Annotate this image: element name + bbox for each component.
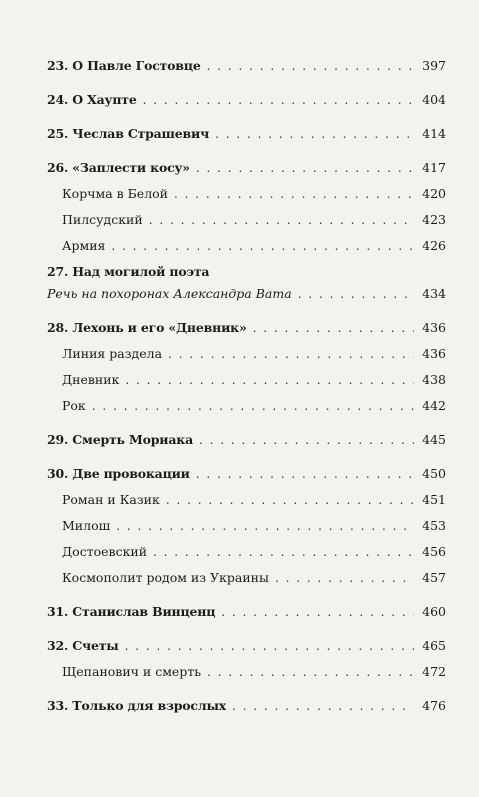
toc-entry-title: 31. Станислав Винценц [47, 604, 216, 619]
dot-leader [149, 212, 414, 228]
toc-entry-page: 404 [422, 92, 446, 107]
toc-subentry-title: Милош [62, 518, 111, 533]
toc-entry-title: 30. Две провокации [47, 466, 190, 481]
toc-subentry-title: Корчма в Белой [62, 186, 169, 201]
toc-entry-title: 33. Только для взрослых [47, 698, 227, 713]
toc-entry [47, 594, 446, 620]
dot-leader [111, 238, 414, 254]
toc-entry-title: 23. О Павле Гостовце [47, 58, 201, 73]
toc-subentry-page: 456 [422, 544, 446, 559]
toc-subentry-title: Щепанович и смерть [62, 664, 202, 679]
toc-entry-title: 25. Чеслав Страшевич [47, 126, 210, 141]
dot-leader [275, 570, 414, 586]
toc-subentry-page: 451 [422, 492, 446, 507]
toc-entry-subtitle: Речь на похоронах Александра Вата [47, 286, 292, 301]
dot-leader [143, 92, 414, 108]
toc-subentry-title: Космополит родом из Украины [62, 570, 269, 585]
toc-subentry [62, 362, 446, 388]
toc-subentry [62, 534, 446, 560]
toc-entry [47, 150, 446, 176]
toc-subentry [62, 228, 446, 254]
toc-subentry-page: 423 [422, 212, 446, 227]
toc-subentry [62, 654, 446, 680]
toc-subentry [62, 508, 446, 534]
dot-leader [125, 638, 414, 654]
dot-leader [168, 346, 414, 362]
dot-leader [221, 604, 414, 620]
toc-subentry-page: 436 [422, 346, 446, 361]
dot-leader [207, 664, 414, 680]
toc-entry-page: 450 [422, 466, 446, 481]
toc-subentry-page: 420 [422, 186, 446, 201]
toc-entry-title: 28. Лехонь и его «Дневник» [47, 320, 247, 335]
toc-subentry-title: Рок [62, 398, 86, 413]
toc-subentry-page: 453 [422, 518, 446, 533]
dot-leader [196, 160, 414, 176]
toc-entry [47, 48, 446, 74]
toc-entry-title: 26. «Заплести косу» [47, 160, 190, 175]
toc-entry [47, 628, 446, 654]
toc-subentry-title: Дневник [62, 372, 120, 387]
toc-subentry-title: Армия [62, 238, 106, 253]
toc-subentry-page: 472 [422, 664, 446, 679]
toc-subentry [62, 388, 446, 414]
toc-entry [47, 82, 446, 108]
dot-leader [253, 320, 414, 336]
dot-leader [116, 518, 414, 534]
toc-entry-title: 24. О Хаупте [47, 92, 137, 107]
toc-entry [47, 422, 446, 448]
toc-entry-page: 417 [422, 160, 446, 175]
toc-entry-page: 465 [422, 638, 446, 653]
dot-leader [232, 698, 414, 714]
toc-entry-page: 445 [422, 432, 446, 447]
dot-leader [153, 544, 414, 560]
table-of-contents [47, 48, 446, 714]
toc-entry-title: 27. Над могилой поэта [47, 264, 210, 279]
toc-entry [47, 310, 446, 336]
toc-subentry [62, 336, 446, 362]
toc-entry-title: 32. Счеты [47, 638, 119, 653]
dot-leader [298, 286, 414, 302]
toc-subentry-page: 457 [422, 570, 446, 585]
toc-entry-page: 436 [422, 320, 446, 335]
toc-entry-page: 397 [422, 58, 446, 73]
toc-subentry [62, 482, 446, 508]
toc-entry-page: 414 [422, 126, 446, 141]
toc-subentry-title: Пилсудский [62, 212, 143, 227]
dot-leader [166, 492, 414, 508]
toc-subentry-page: 438 [422, 372, 446, 387]
toc-subentry-title: Линия раздела [62, 346, 163, 361]
dot-leader [196, 466, 414, 482]
toc-subentry [62, 202, 446, 228]
toc-entry [47, 262, 446, 302]
toc-subentry-title: Достоевский [62, 544, 148, 559]
toc-subentry-page: 426 [422, 238, 446, 253]
toc-entry [47, 688, 446, 714]
toc-entry [47, 116, 446, 142]
dot-leader [125, 372, 414, 388]
dot-leader [215, 126, 414, 142]
toc-subentry-page: 442 [422, 398, 446, 413]
toc-entry [47, 456, 446, 482]
dot-leader [207, 58, 414, 74]
toc-entry-title: 29. Смерть Мориака [47, 432, 193, 447]
toc-subentry [62, 176, 446, 202]
toc-entry-page: 434 [422, 286, 446, 301]
toc-entry-page: 460 [422, 604, 446, 619]
toc-subentry [62, 560, 446, 586]
toc-subentry-title: Роман и Казик [62, 492, 160, 507]
toc-entry-page: 476 [422, 698, 446, 713]
dot-leader [199, 432, 414, 448]
dot-leader [174, 186, 414, 202]
dot-leader [92, 398, 414, 414]
